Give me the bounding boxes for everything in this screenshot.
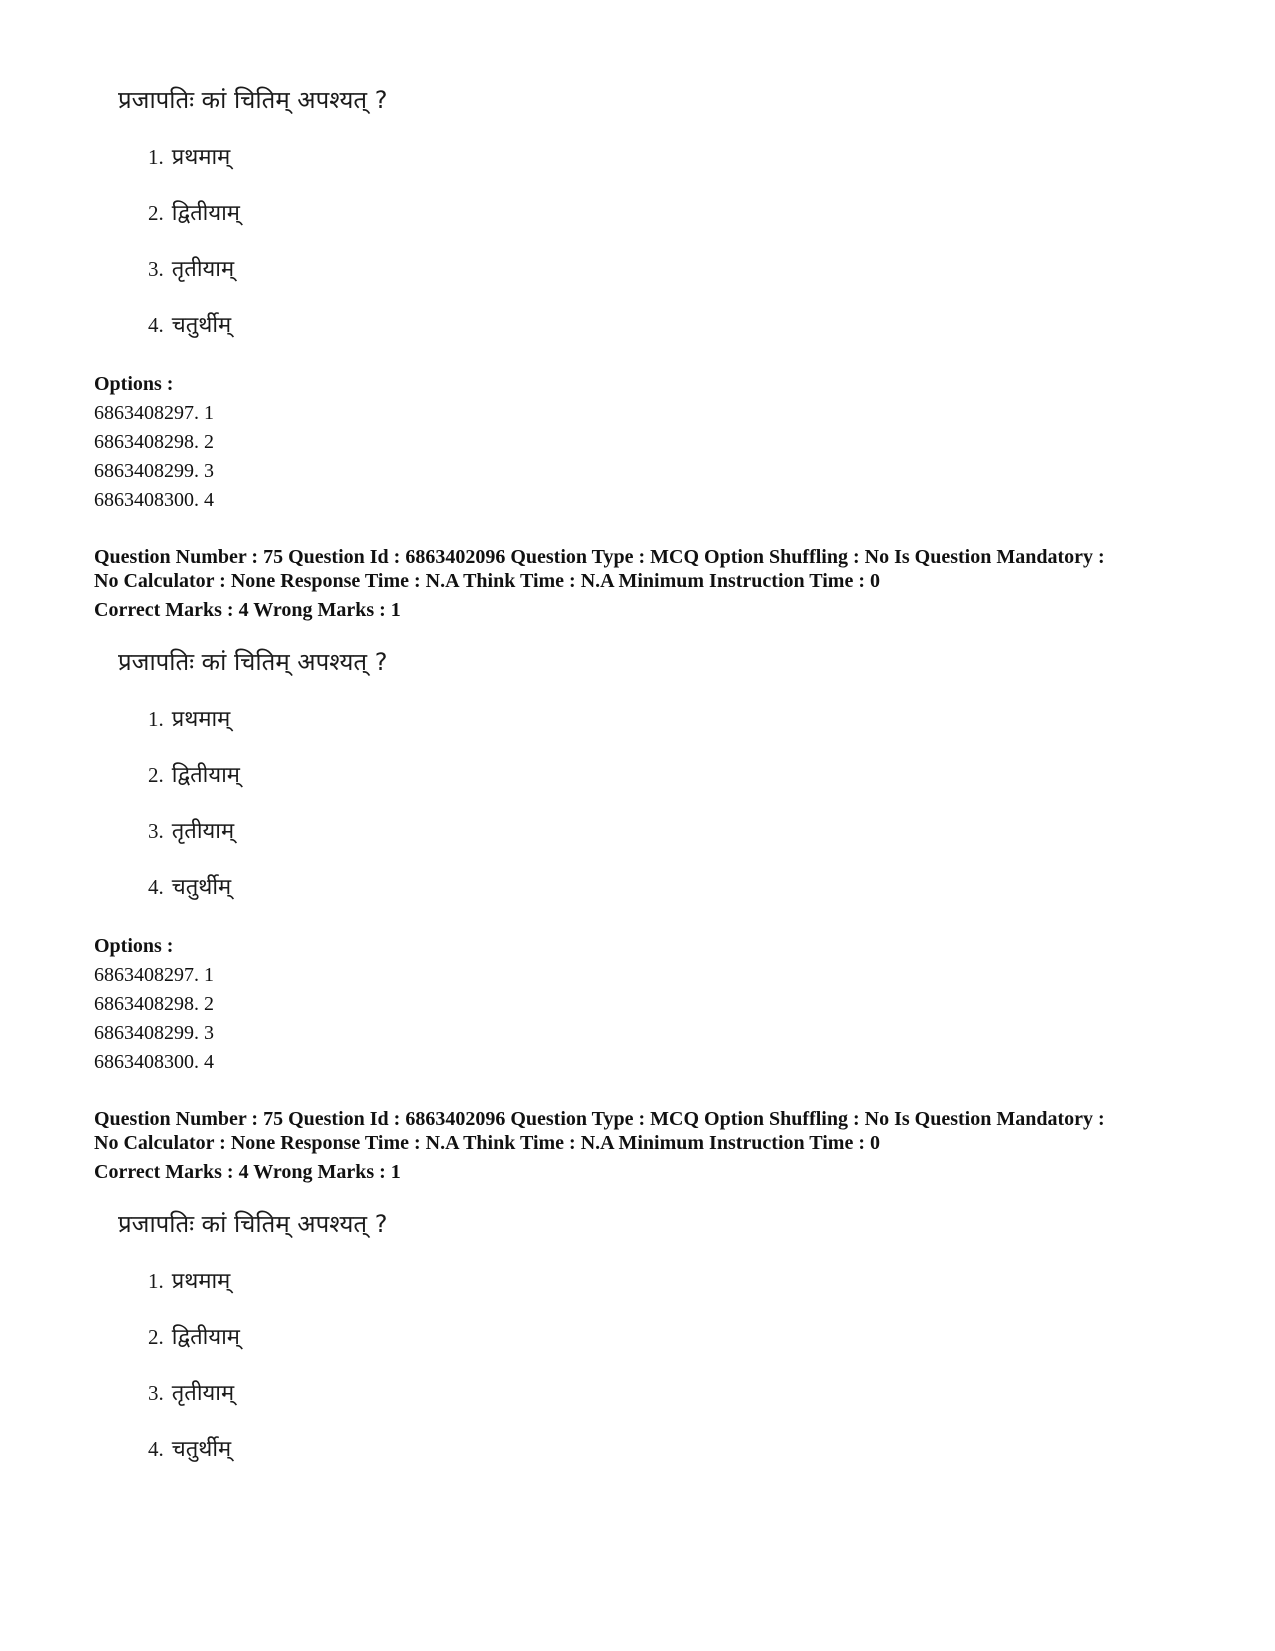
choice-text: चतुर्थीम् — [171, 313, 232, 338]
marks-line: Correct Marks : 4 Wrong Marks : 1 — [94, 599, 401, 621]
choice-text: द्वितीयाम् — [171, 763, 240, 788]
option-row: 6863408298. 2 — [94, 993, 214, 1015]
choice-number: 1. — [148, 1269, 164, 1293]
option-row: 6863408297. 1 — [94, 402, 214, 424]
question-meta — [94, 545, 1214, 622]
option-row: 6863408300. 4 — [94, 1051, 214, 1073]
meta-line-1: Question Number : 75 Question Id : 6863402096 Question Type : MCQ Option Shuffling : No Is Question Mandatory : — [94, 1108, 1105, 1130]
choice-text: चतुर्थीम् — [171, 875, 232, 900]
choice-text: द्वितीयाम् — [171, 201, 240, 226]
choice-text: चतुर्थीम् — [171, 1437, 232, 1462]
meta-line-2: No Calculator : None Response Time : N.A Think Time : N.A Minimum Instruction Time : 0 — [94, 1132, 880, 1154]
question-text: प्रजापतिः कां चितिम् अपश्यत् ? — [118, 1210, 388, 1238]
choice-item — [148, 310, 231, 340]
choice-number: 2. — [148, 763, 164, 787]
choice-text: तृतीयाम् — [171, 1381, 235, 1406]
choice-text: तृतीयाम् — [171, 819, 235, 844]
choice-text: प्रथमाम् — [171, 145, 231, 170]
options-list — [94, 370, 594, 515]
marks-line: Correct Marks : 4 Wrong Marks : 1 — [94, 1161, 401, 1183]
option-row: 6863408300. 4 — [94, 489, 214, 511]
options-heading: Options : — [94, 935, 174, 957]
choice-number: 1. — [148, 707, 164, 731]
choice-item — [148, 704, 230, 734]
choice-text: तृतीयाम् — [171, 257, 235, 282]
choice-number: 2. — [148, 1325, 164, 1349]
choice-item — [148, 254, 234, 284]
choice-item — [148, 816, 234, 846]
choice-number: 3. — [148, 257, 164, 281]
options-heading: Options : — [94, 373, 174, 395]
question-text: प्रजापतिः कां चितिम् अपश्यत् ? — [118, 86, 388, 114]
option-row: 6863408297. 1 — [94, 964, 214, 986]
choice-text: द्वितीयाम् — [171, 1325, 240, 1350]
choice-item — [148, 872, 231, 902]
choice-item — [148, 760, 240, 790]
option-row: 6863408299. 3 — [94, 1022, 214, 1044]
options-list — [94, 932, 594, 1077]
choice-item — [148, 198, 240, 228]
option-row: 6863408299. 3 — [94, 460, 214, 482]
choice-item — [148, 1434, 231, 1464]
choice-item — [148, 1266, 230, 1296]
meta-line-2: No Calculator : None Response Time : N.A Think Time : N.A Minimum Instruction Time : 0 — [94, 570, 880, 592]
choice-item — [148, 1322, 240, 1352]
choice-number: 3. — [148, 819, 164, 843]
choice-text: प्रथमाम् — [171, 707, 231, 732]
option-row: 6863408298. 2 — [94, 431, 214, 453]
question-text: प्रजापतिः कां चितिम् अपश्यत् ? — [118, 648, 388, 676]
question-meta — [94, 1107, 1214, 1184]
choice-number: 4. — [148, 1437, 164, 1461]
choice-number: 4. — [148, 313, 164, 337]
choice-number: 3. — [148, 1381, 164, 1405]
choice-number: 1. — [148, 145, 164, 169]
choice-item — [148, 1378, 234, 1408]
question-image — [118, 85, 718, 338]
choice-number: 2. — [148, 201, 164, 225]
choice-text: प्रथमाम् — [171, 1269, 231, 1294]
meta-line-1: Question Number : 75 Question Id : 6863402096 Question Type : MCQ Option Shuffling : No Is Question Mandatory : — [94, 546, 1105, 568]
question-image — [118, 647, 718, 900]
question-image — [118, 1209, 718, 1462]
choice-item — [148, 142, 230, 172]
choice-number: 4. — [148, 875, 164, 899]
